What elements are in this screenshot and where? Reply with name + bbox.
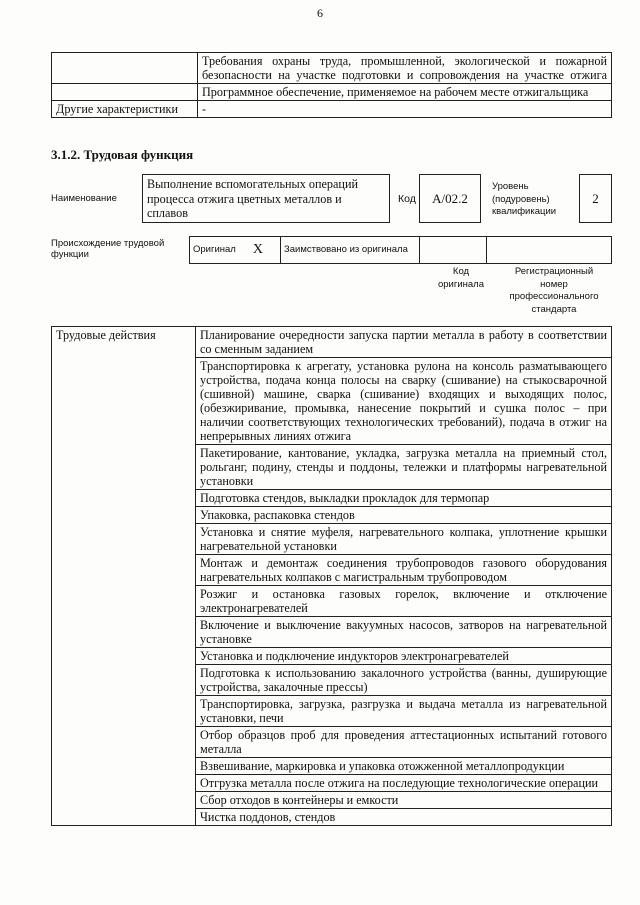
reg-number-caption: Регистрационный номер профессионального стандарта bbox=[509, 266, 599, 315]
code-original-caption: Код оригинала bbox=[437, 266, 484, 290]
function-name-box: Выполнение вспомогательных операций процесса отжига цветных металлов и сплавов bbox=[142, 174, 390, 223]
section-title: 3.1.2. Трудовая функция bbox=[51, 147, 194, 162]
level-label: Уровень (подуровень) квалификации bbox=[492, 181, 557, 217]
name-label: Наименование bbox=[51, 193, 117, 204]
original-label: Оригинал bbox=[193, 243, 236, 255]
origin-table bbox=[189, 236, 612, 264]
original-code-cell bbox=[420, 237, 487, 264]
labor-action-item: Отбор образцов проб для проведения аттестационных испытаний готового металла bbox=[196, 727, 612, 758]
table-row bbox=[52, 327, 612, 358]
function-code-box: А/02.2 bbox=[419, 174, 481, 223]
labor-action-item: Установка и подключение индукторов электронагревателей bbox=[196, 648, 612, 665]
row-text-cell: Программное обеспечение, применяемое на рабочем месте отжигальщика bbox=[198, 84, 612, 101]
table-row bbox=[190, 237, 612, 264]
labor-action-item: Включение и выключение вакуумных насосов, затворов на нагревательной установке bbox=[196, 617, 612, 648]
origin-label: Происхождение трудовой функции bbox=[51, 238, 165, 260]
labor-action-item: Транспортировка, загрузка, разгрузка и выдача металла из нагревательной установки, печи bbox=[196, 696, 612, 727]
page-number: 6 bbox=[317, 6, 323, 20]
labor-action-item: Сбор отходов в контейнеры и емкости bbox=[196, 792, 612, 809]
row-label-cell bbox=[52, 84, 198, 101]
labor-action-item: Чистка поддонов, стендов bbox=[196, 809, 612, 826]
other-characteristics-value: - bbox=[198, 101, 612, 118]
labor-actions-label: Трудовые действия bbox=[52, 327, 196, 826]
labor-action-item: Подготовка стендов, выкладки прокладок для термопар bbox=[196, 490, 612, 507]
row-text-cell: Требования охраны труда, промышленной, экологической и пожарной безопасности на участке подготовки и сопровождения на участке отжига bbox=[198, 53, 612, 84]
labor-action-item: Отгрузка металла после отжига на последующие технологические операции bbox=[196, 775, 612, 792]
original-mark: X bbox=[252, 241, 263, 257]
row-label-cell bbox=[52, 53, 198, 84]
original-cell bbox=[190, 237, 281, 264]
labor-action-item: Розжиг и остановка газовых горелок, включение и отключение электронагревателей bbox=[196, 586, 612, 617]
characteristics-table bbox=[51, 52, 612, 118]
reg-number-cell bbox=[487, 237, 612, 264]
table-row bbox=[52, 101, 612, 118]
other-characteristics-label: Другие характеристики bbox=[52, 101, 198, 118]
code-label: Код bbox=[398, 193, 416, 205]
labor-action-item: Установка и снятие муфеля, нагревательного колпака, уплотнение крышки нагревательной установки bbox=[196, 524, 612, 555]
labor-action-item: Упаковка, распаковка стендов bbox=[196, 507, 612, 524]
labor-action-item: Подготовка к использованию закалочного устройства (ванны, душирующие устройства, закалочные прессы) bbox=[196, 665, 612, 696]
borrowed-label: Заимствовано из оригинала bbox=[281, 237, 420, 264]
labor-action-item: Планирование очередности запуска партии металла в работу в соответствии со сменным заданием bbox=[196, 327, 612, 358]
table-row bbox=[52, 84, 612, 101]
table-row bbox=[52, 53, 612, 84]
labor-action-item: Пакетирование, кантование, укладка, загрузка металла на приемный стол, рольганг, подину, стенды и поддоны, тележки и платформы нагревательной установки bbox=[196, 445, 612, 490]
labor-action-item: Взвешивание, маркировка и упаковка отожженной металлопродукции bbox=[196, 758, 612, 775]
qualification-level-box: 2 bbox=[579, 174, 612, 223]
labor-action-item: Транспортировка к агрегату, установка рулона на консоль разматывающего устройства, подача конца полосы на сварку (сшивание) на стыкосварочной (сшивной) машине, сварка (сшивание) входящих и выходящих полос, (обезжиривание, промывка, нанесение покрытий и сушка полос – при наличии соответствующих технологических требований), подача в отжиг на непрерывных линиях отжига bbox=[196, 358, 612, 445]
labor-actions-table bbox=[51, 326, 612, 826]
labor-action-item: Монтаж и демонтаж соединения трубопроводов газового оборудования нагревательных колпаков с магистральным трубопроводом bbox=[196, 555, 612, 586]
